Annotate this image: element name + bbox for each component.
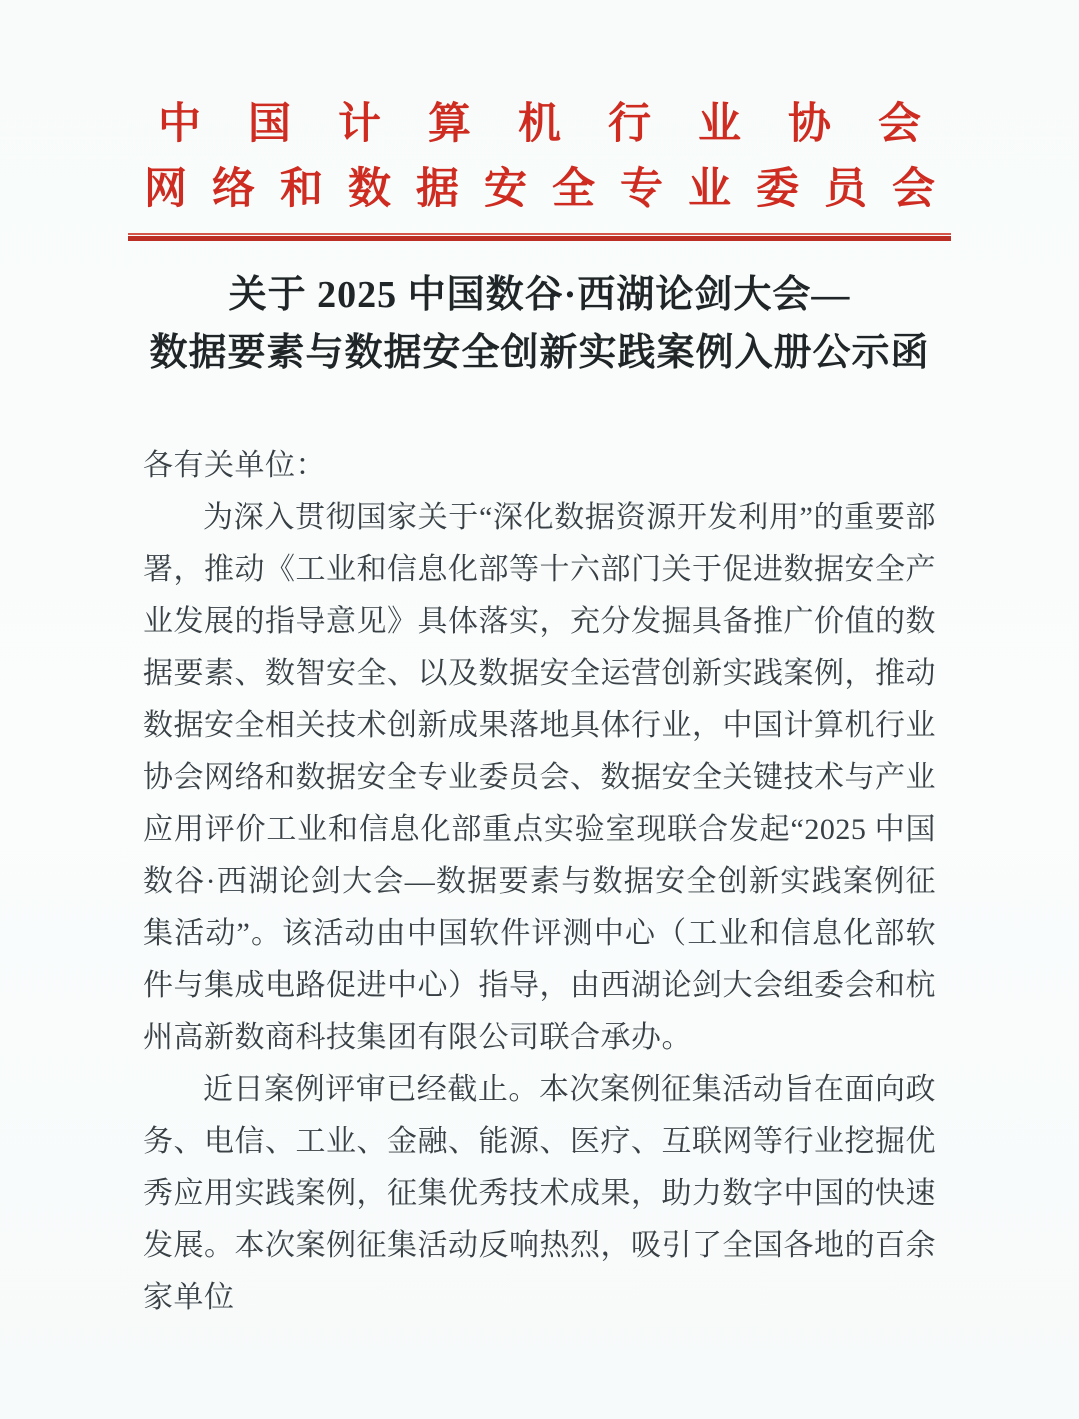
body-paragraph-2: 近日案例评审已经截止。本次案例征集活动旨在面向政务、电信、工业、金融、能源、医疗、互联网等行业挖掘优秀应用实践案例，征集优秀技术成果，助力数字中国的快速发展。本次案例征集活动反响热烈，吸引了全国各地的百余家单位 — [143, 1073, 936, 1314]
body-paragraph-1: 为深入贯彻国家关于“深化数据资源开发利用”的重要部署，推动《工业和信息化部等十六部门关于促进数据安全产业发展的指导意见》具体落实，充分发掘具备推广价值的数据要素、数智安全、以及数据安全运营创新实践案例，推动数据安全相关技术创新成果落地具体行业，中国计算机行业协会网络和数据安全专业委员会、数据安全关键技术与产业应用评价工业和信息化部重点实验室现联合发起“2025 中国数谷·西湖论剑大会—数据要素与数据安全创新实践案例征集活动”。该活动由中国软件评测中心（工业和信息化部软件与集成电路促进中心）指导，由西湖论剑大会组委会和杭州高新数商科技集团有限公司联合承办。 — [143, 501, 936, 1054]
document-title — [0, 266, 1079, 382]
letterhead-org-line2-text: 网络和数据安全专业委员会 — [144, 166, 960, 213]
red-divider-rule — [128, 233, 951, 241]
letterhead-org-line1 — [0, 92, 1079, 157]
document-title-line2: 数据要素与数据安全创新实践案例入册公示函 — [149, 332, 930, 374]
letterhead-org-line1-text: 中国计算机行业协会 — [158, 101, 968, 148]
letterhead — [0, 0, 1079, 222]
document-title-line1: 关于 2025 中国数谷·西湖论剑大会— — [228, 274, 851, 316]
salutation: 各有关单位： — [143, 449, 326, 482]
document-body — [143, 440, 936, 1324]
letterhead-org-line2 — [0, 157, 1079, 222]
